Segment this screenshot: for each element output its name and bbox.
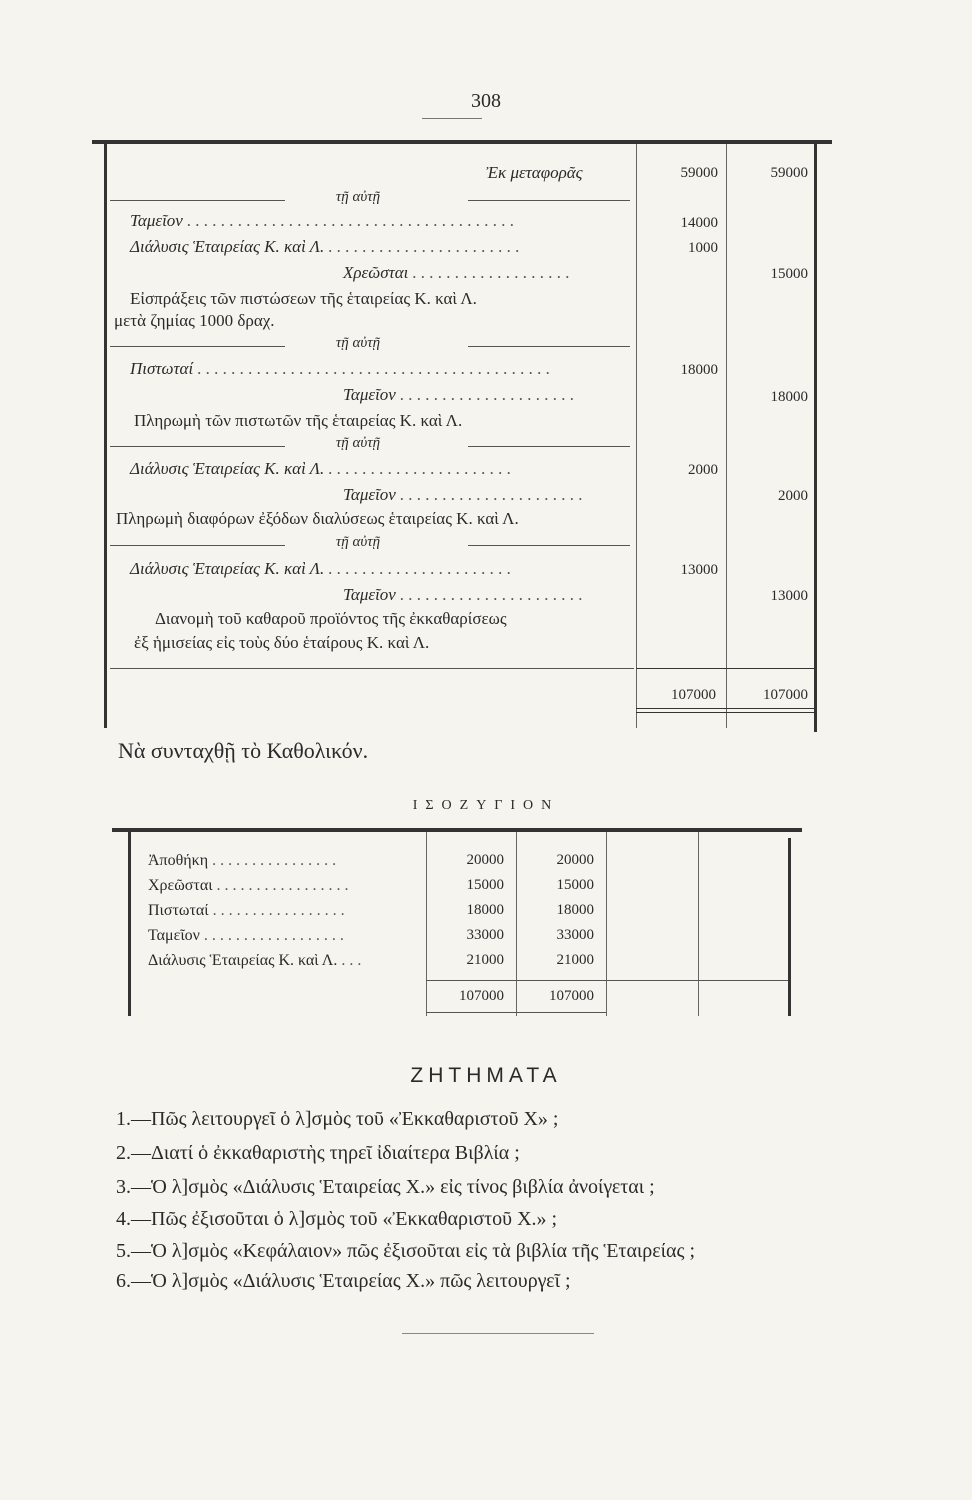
entry1-debit1-account-text: Ταμεῖον bbox=[130, 211, 183, 230]
entry2-date: τῇ αὐτῇ bbox=[335, 335, 381, 351]
isozygion-account: Ταμεῖον bbox=[148, 927, 200, 944]
leader-dots: . . . . . . . . . . . . . . . . . . . . . . bbox=[324, 459, 512, 478]
isozygion-debit: 20000 bbox=[466, 852, 504, 868]
entry3-credit-account-text: Ταμεῖον bbox=[343, 485, 396, 504]
entry2-credit-account-text: Ταμεῖον bbox=[343, 385, 396, 404]
questions-title: ΖΗΤΗΜΑΤΑ bbox=[410, 1064, 562, 1087]
isozygion-right-border bbox=[788, 838, 791, 1016]
entry3-debit-amount: 2000 bbox=[688, 462, 718, 478]
entry2-debit-amount: 18000 bbox=[680, 362, 718, 378]
entry2-credit-amount: 18000 bbox=[770, 389, 808, 405]
isozygion-title: ΙΣΟΖΥΓΙΟΝ bbox=[412, 798, 560, 813]
journal-col-divider-2 bbox=[726, 144, 727, 728]
page-number: 308 bbox=[471, 90, 501, 112]
journal-total-credit: 107000 bbox=[763, 687, 808, 703]
isozygion-credit: 33000 bbox=[556, 927, 594, 943]
isozygion-col-divider-3 bbox=[606, 832, 607, 1016]
entry3-debit-account-text: Διάλυσις Ἑταιρείας Κ. καὶ Λ. bbox=[130, 459, 325, 478]
entry2-sep-right bbox=[468, 346, 630, 347]
question-item: 5.—Ὁ λ]σμὸς «Κεφάλαιον» πῶς ἐξισοῦται εἰς τὰ βιβλία τῆς Ἑταιρείας ; bbox=[116, 1240, 696, 1262]
leader-dots: . . . . . . . . . . . . . . . . bbox=[208, 852, 337, 869]
isozygion-debit: 15000 bbox=[466, 877, 504, 893]
entry4-debit-account bbox=[130, 558, 511, 580]
isozygion-left-border bbox=[128, 832, 131, 1016]
question-item: 6.—Ὁ λ]σμὸς «Διάλυσις Ἑταιρείας Χ.» πῶς λειτουργεῖ ; bbox=[116, 1270, 571, 1292]
leader-dots: . . . . . . . . . . . . . . . . . bbox=[208, 902, 345, 919]
entry1-credit-account bbox=[343, 262, 570, 284]
leader-dots: . . . . . . . . . . . . . . . . . . . . . . bbox=[395, 485, 583, 504]
entry4-credit-account bbox=[343, 584, 583, 606]
question-item: 4.—Πῶς ἐξισοῦται ὁ λ]σμὸς τοῦ «Ἐκκαθαριστοῦ Χ.» ; bbox=[116, 1208, 558, 1230]
isozygion-totals-top-rule bbox=[426, 980, 788, 981]
entry3-credit-amount: 2000 bbox=[778, 488, 808, 504]
isozygion-col-divider-2 bbox=[516, 832, 517, 1016]
leader-dots: . . . . . . . . . . . . . . . . . . . . . . bbox=[324, 559, 512, 578]
page-number-underline bbox=[422, 118, 482, 119]
isozygion-totals-bottom-rule bbox=[426, 1012, 606, 1013]
isozygion-credit: 20000 bbox=[556, 852, 594, 868]
entry3-sep-left bbox=[110, 446, 285, 447]
entry4-credit-account-text: Ταμεῖον bbox=[343, 585, 396, 604]
isozygion-debit: 18000 bbox=[466, 902, 504, 918]
entry1-debit2-account-text: Διάλυσις Ἑταιρείας Κ. καὶ Λ. bbox=[130, 237, 325, 256]
entry1-credit-account-text: Χρεῶσται bbox=[343, 263, 409, 282]
isozygion-credit: 18000 bbox=[556, 902, 594, 918]
isozygion-total-debit: 107000 bbox=[459, 988, 504, 1004]
journal-top-rule bbox=[92, 140, 832, 144]
entry3-sep-right bbox=[468, 446, 630, 447]
isozygion-credit: 21000 bbox=[556, 952, 594, 968]
carried-forward-credit: 59000 bbox=[770, 165, 808, 181]
isozygion-account: Διάλυσις Ἑταιρείας Κ. καὶ Λ. bbox=[148, 952, 338, 969]
entry4-credit-amount: 13000 bbox=[770, 588, 808, 604]
entry1-debit2-amount: 1000 bbox=[688, 240, 718, 256]
entry1-sep-right bbox=[468, 200, 630, 201]
isozygion-credit: 15000 bbox=[556, 877, 594, 893]
entry4-sep-left bbox=[110, 545, 285, 546]
entry2-debit-account bbox=[130, 358, 550, 380]
isozygion-row bbox=[148, 848, 336, 873]
leader-dots: . . . . . . . . . . . . . . . . . . . . . . bbox=[395, 585, 583, 604]
leader-dots: . . . . . . . . . . . . . . . . . . . . . . . . . . . . . . . . . . . . . . . bbox=[182, 211, 515, 230]
isozygion-col-divider-1 bbox=[426, 832, 427, 1016]
isozygion-debit: 33000 bbox=[466, 927, 504, 943]
entry1-sep-left bbox=[110, 200, 285, 201]
isozygion-col-divider-4 bbox=[698, 832, 699, 1016]
isozygion-total-credit: 107000 bbox=[549, 988, 594, 1004]
entry4-debit-amount: 13000 bbox=[680, 562, 718, 578]
entry2-debit-account-text: Πιστωταί bbox=[130, 359, 194, 378]
carried-forward-label: Ἐκ μεταφορᾶς bbox=[486, 163, 583, 182]
isozygion-account: Πιστωταί bbox=[148, 902, 209, 919]
entry1-debit1-amount: 14000 bbox=[680, 215, 718, 231]
isozygion-account: Χρεῶσται bbox=[148, 877, 213, 894]
isozygion-row bbox=[148, 873, 349, 898]
leader-dots: . . . . . . . . . . . . . . . . . . . bbox=[408, 263, 570, 282]
isozygion-row bbox=[148, 898, 345, 923]
entry4-debit-account-text: Διάλυσις Ἑταιρείας Κ. καὶ Λ. bbox=[130, 559, 325, 578]
entry4-sep-right bbox=[468, 545, 630, 546]
journal-closing-rule bbox=[110, 668, 634, 669]
leader-dots: . . . bbox=[337, 952, 362, 969]
isozygion-debit: 21000 bbox=[466, 952, 504, 968]
entry3-desc-line1: Πληρωμὴ διαφόρων ἐξόδων διαλύσεως ἑταιρείας Κ. καὶ Λ. bbox=[116, 509, 519, 528]
leader-dots: . . . . . . . . . . . . . . . . . . bbox=[199, 927, 344, 944]
isozygion-account: Ἀποθήκη bbox=[148, 852, 209, 869]
leader-dots: . . . . . . . . . . . . . . . . . . . . . bbox=[395, 385, 575, 404]
journal-left-border bbox=[104, 144, 107, 728]
journal-col-divider-1 bbox=[636, 144, 637, 728]
bottom-rule bbox=[402, 1333, 594, 1334]
isozygion-row bbox=[148, 923, 344, 948]
entry2-credit-account bbox=[343, 384, 574, 406]
entry3-date: τῇ αὐτῇ bbox=[335, 435, 381, 451]
carried-forward-debit: 59000 bbox=[680, 165, 718, 181]
totals-bottom-rule-1 bbox=[636, 708, 814, 709]
entry2-sep-left bbox=[110, 346, 285, 347]
journal-total-debit: 107000 bbox=[671, 687, 716, 703]
entry1-credit-amount: 15000 bbox=[770, 266, 808, 282]
entry1-debit1-account bbox=[130, 210, 514, 232]
journal-right-border bbox=[814, 144, 817, 732]
isozygion-row bbox=[148, 948, 361, 973]
entry1-debit2-account bbox=[130, 236, 520, 258]
leader-dots: . . . . . . . . . . . . . . . . . . . . . . . bbox=[324, 237, 520, 256]
entry4-date: τῇ αὐτῇ bbox=[335, 534, 381, 550]
leader-dots: . . . . . . . . . . . . . . . . . . . . . . . . . . . . . . . . . . . . . . . . . . bbox=[193, 359, 551, 378]
question-item: 1.—Πῶς λειτουργεῖ ὁ λ]σμὸς τοῦ «Ἐκκαθαριστοῦ Χ» ; bbox=[116, 1108, 559, 1130]
entry4-desc-line1: Διανομὴ τοῦ καθαροῦ προϊόντος τῆς ἐκκαθαρίσεως bbox=[155, 609, 507, 628]
entry1-desc-line1: Εἰσπράξεις τῶν πιστώσεων τῆς ἑταιρείας Κ. καὶ Λ. bbox=[130, 289, 477, 308]
entry2-desc-line1: Πληρωμὴ τῶν πιστωτῶν τῆς ἑταιρείας Κ. καὶ Λ. bbox=[134, 411, 463, 430]
katholikon-note: Νὰ συνταχθῇ τὸ Καθολικόν. bbox=[118, 738, 369, 763]
entry3-debit-account bbox=[130, 458, 511, 480]
entry1-date: τῇ αὐτῇ bbox=[335, 189, 381, 205]
question-item: 2.—Διατί ὁ ἐκκαθαριστὴς τηρεῖ ἰδιαίτερα Βιβλία ; bbox=[116, 1142, 520, 1164]
entry1-desc-line2: μετὰ ζημίας 1000 δραχ. bbox=[114, 311, 275, 330]
question-item: 3.—Ὁ λ]σμὸς «Διάλυσις Ἑταιρείας Χ.» εἰς τίνος βιβλία ἀνοίγεται ; bbox=[116, 1176, 655, 1198]
entry3-credit-account bbox=[343, 484, 583, 506]
entry4-desc-line2: ἐξ ἡμισείας εἰς τοὺς δύο ἑταίρους Κ. καὶ Λ. bbox=[134, 633, 430, 652]
totals-bottom-rule-2 bbox=[636, 712, 814, 713]
totals-top-rule bbox=[636, 668, 814, 669]
leader-dots: . . . . . . . . . . . . . . . . . bbox=[212, 877, 349, 894]
